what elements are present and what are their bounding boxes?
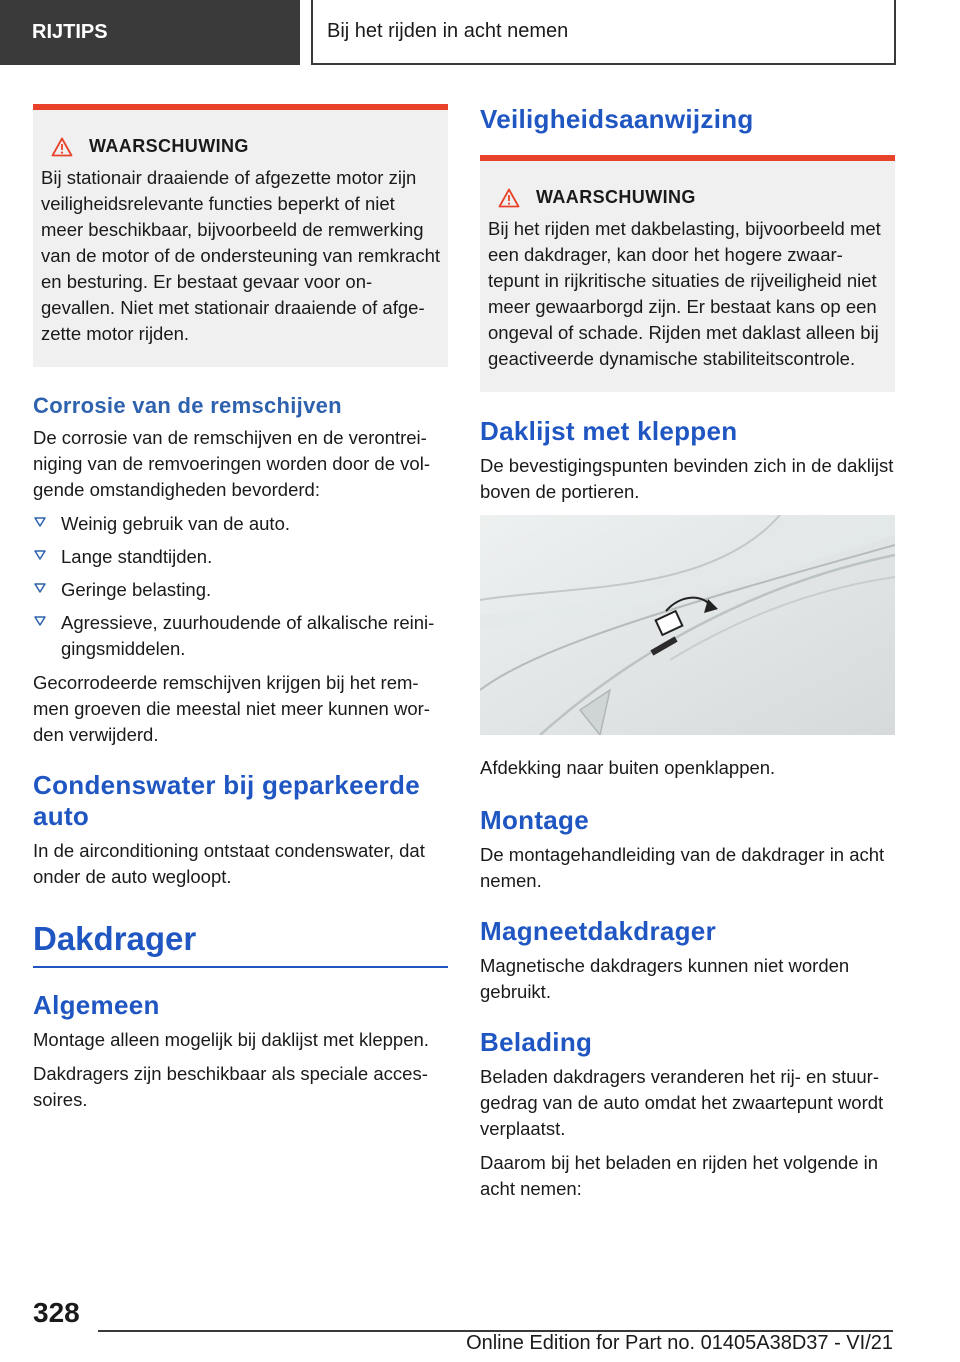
algemeen-p1: Montage alleen mogelijk bij daklijst met kleppen. — [33, 1029, 429, 1050]
heading-algemeen: Algemeen — [33, 990, 160, 1020]
warning-title-label: WAARSCHUWING — [536, 187, 696, 207]
heading-magneetdakdrager: Magneetdakdrager — [480, 916, 716, 946]
edition-label: Online Edition for Part no. 01405A38D37 - VI/21 — [466, 1332, 893, 1354]
list-item-text: Lange standtijden. — [61, 546, 213, 567]
list-item-text: Agressieve, zuurhoudende of alkalische reinigingsmiddelen. — [61, 612, 435, 659]
heading-corrosie: Corrosie van de remschijven — [33, 393, 342, 418]
heading-daklijst: Daklijst met kleppen — [480, 416, 738, 446]
list-item — [33, 511, 448, 537]
warning-text: Bij stationair draaiende of afgezette motor zijn veiligheidsrelevante functies beperkt of niet meer beschikbaar, bijvoorbeeld de remwerking van de motor of de ondersteuning van remkracht en besturing. Er bestaat gevaar voor ongevallen. Niet met stationair draaiende of afgezette motor rijden. — [41, 167, 441, 344]
corrosie-outro: Gecorrodeerde remschijven krijgen bij het remmen groeven die meestal niet meer kunnen worden verwijderd. — [33, 672, 430, 745]
triangle-bullet-icon — [33, 581, 47, 595]
warning-triangle-icon — [498, 188, 520, 208]
condenswater-text: In de airconditioning ontstaat condenswater, dat onder de auto wegloopt. — [33, 840, 425, 887]
heading-montage: Montage — [480, 805, 589, 835]
list-item — [33, 544, 448, 570]
section-label: RIJTIPS — [32, 21, 108, 43]
triangle-bullet-icon — [33, 548, 47, 562]
list-item-text: Geringe belasting. — [61, 579, 212, 600]
montage-text: De montagehandleiding van de dakdrager in acht nemen. — [480, 844, 885, 891]
right-column — [480, 104, 895, 1210]
page-number: 328 — [33, 1297, 80, 1328]
warning-title — [51, 136, 440, 157]
warning-title — [498, 187, 887, 208]
list-item-text: Weinig gebruik van de auto. — [61, 513, 291, 534]
corrosie-list — [33, 511, 448, 662]
list-item — [33, 610, 448, 662]
warning-text: Bij het rijden met dakbelasting, bijvoorbeeld met een dakdrager, kan door het hogere zwaartepunt in rijkritische situaties de rijveiligheid niet meer gewaarborgd zijn. Er bestaat kans op een ongeval of schade. Rijden met daklast alleen bij geactiveerde dynamische stabiliteitscontrole. — [488, 218, 881, 369]
belading-p2: Daarom bij het beladen en rijden het volgende in acht nemen: — [480, 1152, 879, 1199]
warning-box — [480, 155, 895, 392]
chapter-header — [311, 0, 896, 65]
roof-rail-flap-illustration — [480, 515, 895, 735]
daklijst-caption: Afdekking naar buiten openklappen. — [480, 757, 776, 778]
list-item — [33, 577, 448, 603]
heading-veiligheidsaanwijzing: Veiligheidsaanwijzing — [480, 104, 754, 134]
warning-title-label: WAARSCHUWING — [89, 136, 249, 156]
algemeen-p2: Dakdragers zijn beschikbaar als speciale accessoires. — [33, 1063, 428, 1110]
triangle-bullet-icon — [33, 515, 47, 529]
heading-condenswater: Condenswater bij geparkeerde auto — [33, 770, 420, 831]
section-tab — [0, 0, 300, 65]
triangle-bullet-icon — [33, 614, 47, 628]
warning-triangle-icon — [51, 137, 73, 157]
chapter-title: Bij het rijden in acht nemen — [327, 20, 569, 42]
warning-box — [33, 104, 448, 367]
daklijst-text: De bevestigingspunten bevinden zich in de daklijst boven de portieren. — [480, 455, 894, 502]
heading-belading: Belading — [480, 1027, 593, 1057]
magneet-text: Magnetische dakdragers kunnen niet worden gebruikt. — [480, 955, 850, 1002]
heading-dakdrager: Dakdrager — [33, 920, 448, 968]
left-column — [33, 104, 448, 1121]
corrosie-intro: De corrosie van de remschijven en de verontreiniging van de remvoeringen worden door de volgende omstandigheden bevorderd: — [33, 427, 430, 500]
belading-p1: Beladen dakdragers veranderen het rij- en stuurgedrag van de auto omdat het zwaartepunt wordt verplaatst. — [480, 1066, 884, 1139]
